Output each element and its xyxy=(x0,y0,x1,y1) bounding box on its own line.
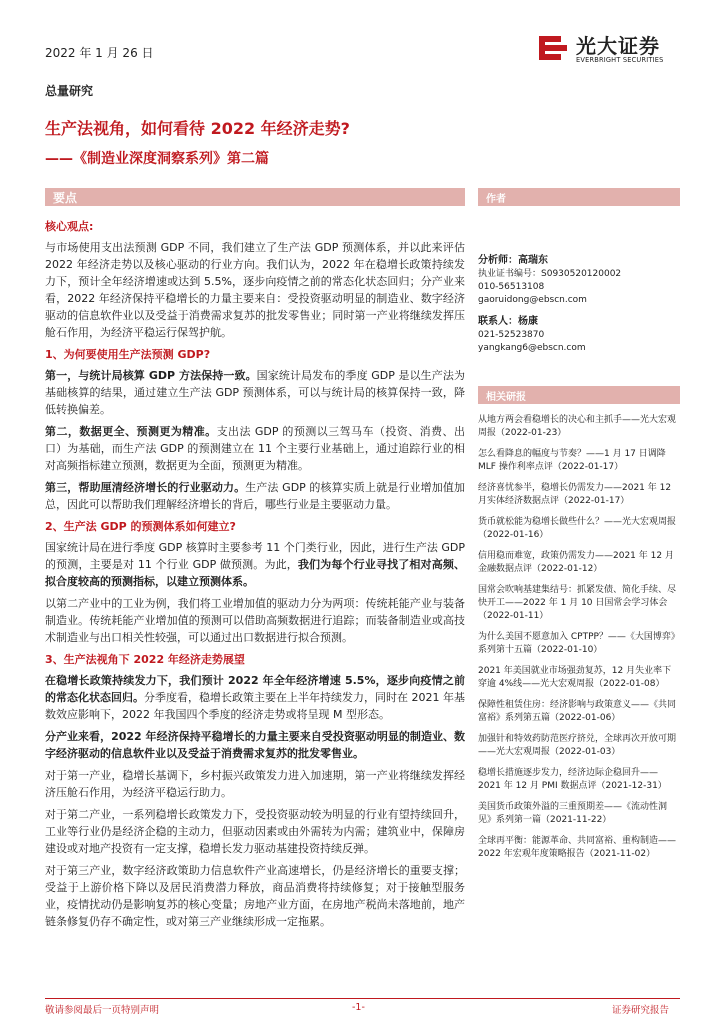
related-item[interactable]: 国常会吹响基建集结号：抓紧发债、简化手续、尽快开工——2022 年 1 月 10 日国常会学习体会（2022-01-11） xyxy=(478,585,677,621)
paragraph-5: 以第二产业中的工业为例，我们将工业增加值的驱动力分为两项：传统耗能产业与装备制造业。传统耗能产业增加值的预测可以借助高频数据进行追踪；而装备制造业或高技术制造业与出口相关性较强，可以通过出口数据进行拟合预测。 xyxy=(45,597,465,644)
section-heading-2: 2、生产法 GDP 的预测体系如何建立? xyxy=(45,520,236,533)
contact-email[interactable]: yangkang6@ebscn.com xyxy=(478,343,586,353)
paragraph-1 xyxy=(45,367,465,418)
paragraph-2 xyxy=(45,423,465,474)
logo-name-en: EVERBRIGHT SECURITIES xyxy=(576,56,664,64)
paragraph-6-body: 分季度看，稳增长政策主要在上半年持续发力，同时在 2021 年基数效应影响下，2022 年我国四个季度的经济走势或将呈现 M 型形态。 xyxy=(45,691,465,721)
analyst-phone: 010-56513108 xyxy=(478,282,545,292)
related-item[interactable]: 稳增长措施逐步发力，经济边际企稳回升——2021 年 12 月 PMI 数据点评（2021-12-31） xyxy=(478,768,667,791)
related-item[interactable]: 怎么看降息的幅度与节奏？——1 月 17 日调降 MLF 操作利率点评（2022-01-17） xyxy=(478,449,666,472)
related-item[interactable]: 加强针和特效药防范医疗挤兑，全球再次开放可期——光大宏观周报（2022-01-03） xyxy=(478,734,677,757)
paragraph-9: 对于第二产业，一系列稳增长政策发力下，受投资驱动较为明显的行业有望持续回升，工业等行业仍是经济企稳的主动力，但驱动因素或由外需转为内需；建筑业中，保障房建设或对地产投资有一定支撑，稳增长发力驱动基建投资持续反弹。 xyxy=(45,808,465,855)
core-heading: 核心观点: xyxy=(45,220,94,233)
section-heading-3: 3、生产法视角下 2022 年经济走势展望 xyxy=(45,653,245,666)
paragraph-3-lead: 第三，帮助厘清经济增长的行业驱动力。 xyxy=(45,481,246,494)
related-item[interactable]: 美国货币政策外溢的三重预期差——《流动性洞见》系列第一篇（2021-11-22） xyxy=(478,802,668,825)
related-item[interactable]: 保障性租赁住房：经济影响与政策意义——《共同富裕》系列第五篇（2022-01-06） xyxy=(478,700,677,723)
related-item[interactable]: 货币就松能为稳增长做些什么？——光大宏观周报（2022-01-16） xyxy=(478,517,677,540)
key-points-label: 要点 xyxy=(53,191,78,205)
paragraph-4-body: 国家统计局在进行季度 GDP 核算时主要参考 11 个门类行业，因此，进行生产法 GDP 的预测，主要是对 11 个行业 GDP 做预测。为此， xyxy=(45,541,465,571)
paragraph-7-lead: 分产业来看，2022 年经济保持平稳增长的力量主要来自受投资驱动明显的制造业、数字经济驱动的信息软件业以及受益于消费需求复苏的批发零售业。 xyxy=(45,730,465,760)
contact-name: 联系人：杨康 xyxy=(478,316,538,327)
paragraph-4 xyxy=(45,539,465,590)
analyst-name: 分析师：高瑞东 xyxy=(478,255,548,266)
paragraph-2-body: 支出法 GDP 的预测以三驾马车（投资、消费、出口）为基础，而生产法 GDP 的预测建立在 11 个主要行业基础上，通过追踪行业的相对高频指标建立预测，数据更为全面，预测更为精准。 xyxy=(45,425,465,472)
related-item[interactable]: 经济喜忧参半，稳增长仍需发力——2021 年 12 月实体经济数据点评（2022-01-17） xyxy=(478,483,672,506)
logo-mark-icon xyxy=(536,30,570,64)
paragraph-2-lead: 第二，数据更全、预测更为精准。 xyxy=(45,425,217,438)
analyst-license: 执业证书编号：S0930520120002 xyxy=(478,269,622,279)
main-content xyxy=(45,218,465,935)
author-info xyxy=(478,254,680,355)
footer-divider xyxy=(45,998,680,999)
related-item[interactable]: 信用稳而难宽，政策仍需发力——2021 年 12 月金融数据点评（2022-01-12） xyxy=(478,551,674,574)
related-item[interactable]: 2021 年美国就业市场强劲复苏，12 月失业率下穿逾 4%线——光大宏观周报（2022-01-08） xyxy=(478,666,672,689)
related-item[interactable]: 全球再平衡：能源革命、共同富裕、重构制造——2022 年宏观年度策略报告（2021-11-02） xyxy=(478,836,677,859)
author-label: 作者 xyxy=(486,194,506,205)
paragraph-6-lead: 在稳增长政策持续发力下，我们预计 2022 年全年经济增速 5.5%，逐步向疫情之前的常态化状态回归。 xyxy=(45,674,465,704)
logo-name: 光大证券 xyxy=(576,34,660,58)
related-label: 相关研报 xyxy=(486,392,526,403)
footer-report-type: 证券研究报告 xyxy=(612,1005,670,1016)
paragraph-4-emphasis: 我们为每个行业寻找了相对高频、拟合度较高的预测指标，以建立预测体系。 xyxy=(45,558,465,588)
page-number: -1- xyxy=(352,1002,365,1013)
intro-paragraph: 与市场使用支出法预测 GDP 不同，我们建立了生产法 GDP 预测体系，并以此来评估 2022 年经济走势以及核心驱动的行业方向。我们认为，2022 年在稳增长政策持续发力下，预计全年经济增速或达到 5.5%，逐步向疫情之前的常态化状态回归；分产业来看，2022 年经济保持平稳增长的力量主要来自：受投资驱动明显的制造业、数字经济驱动的信息软件业以及受益于消费需求复苏的批发零售业；同时第一产业将继续发挥压舱石作用，为经济平稳运行保驾护航。 xyxy=(45,241,465,339)
related-bar xyxy=(478,386,680,404)
paragraph-3 xyxy=(45,479,465,513)
contact-phone: 021-52523870 xyxy=(478,330,545,340)
report-date: 2022 年 1 月 26 日 xyxy=(45,46,154,60)
paragraph-1-body: 国家统计局发布的季度 GDP 是以生产法为基础核算的结果，通过建立生产法 GDP 预测体系，可以与统计局的核算保持一致，降低转换偏差。 xyxy=(45,369,465,416)
author-bar xyxy=(478,188,680,206)
analyst-email[interactable]: gaoruidong@ebscn.com xyxy=(478,295,587,305)
paragraph-6 xyxy=(45,672,465,723)
report-title: 生产法视角，如何看待 2022 年经济走势? xyxy=(45,119,350,138)
paragraph-1-lead: 第一，与统计局核算 GDP 方法保持一致。 xyxy=(45,369,257,382)
paragraph-8: 对于第一产业，稳增长基调下，乡村振兴政策发力进入加速期，第一产业将继续发挥经济压舱石作用，为经济平稳运行助力。 xyxy=(45,769,465,799)
company-logo xyxy=(536,28,686,76)
section-heading-1: 1、为何要使用生产法预测 GDP? xyxy=(45,348,211,361)
related-item[interactable]: 为什么美国不愿意加入 CPTPP？——《大国博弈》系列第十五篇（2022-01-10） xyxy=(478,632,680,655)
report-subtitle: ——《制造业深度洞察系列》第二篇 xyxy=(45,151,269,167)
related-item[interactable]: 从地方两会看稳增长的决心和主抓手——光大宏观周报（2022-01-23） xyxy=(478,415,677,438)
footer-disclaimer: 敬请参阅最后一页特别声明 xyxy=(45,1005,160,1016)
paragraph-10: 对于第三产业，数字经济政策助力信息软件产业高速增长，仍是经济增长的重要支撑；受益于上游价格下降以及居民消费潜力释放，商品消费将持续修复；对于接触型服务业，疫情扰动仍是影响复苏的核心变量；房地产业方面，在房地产税尚未落地前，地产链条修复仍存不确定性，或对第三产业继续形成一定拖累。 xyxy=(45,864,465,928)
paragraph-7 xyxy=(45,728,465,762)
key-points-bar xyxy=(45,188,465,206)
paragraph-3-body: 生产法 GDP 的核算实质上就是行业增加值加总，因此可以帮助我们理解经济增长的背后，哪些行业是主要驱动力量。 xyxy=(45,481,465,511)
related-research-list xyxy=(478,414,680,869)
report-category: 总量研究 xyxy=(45,84,94,98)
